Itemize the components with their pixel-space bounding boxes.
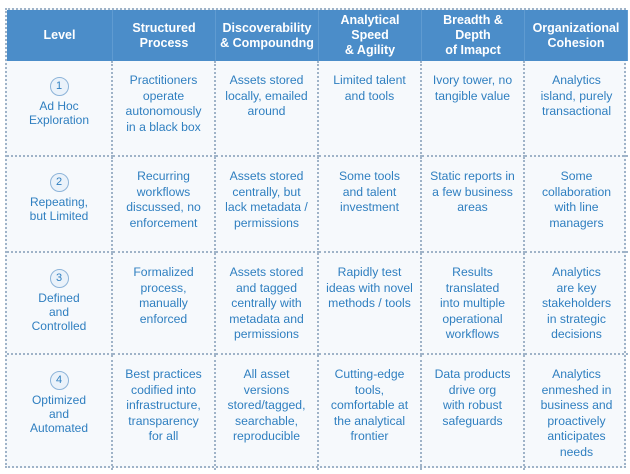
table-cell: Analytics enmeshed in business and proactively anticipates needs xyxy=(540,367,613,459)
maturity-table xyxy=(5,8,626,468)
header-structured-process: Structured Process xyxy=(113,10,216,61)
level-number-badge: 4 xyxy=(50,371,69,390)
table-cell: Data products drive org with robust safeguards xyxy=(422,355,525,470)
table-cell: All asset versions stored/tagged, searchable, reproducible xyxy=(216,355,319,470)
table-cell: Rapidly test ideas with novel methods / tools xyxy=(319,253,422,355)
level-label: Optimized and Automated xyxy=(29,393,89,435)
level-label: Ad Hoc Exploration xyxy=(28,99,90,127)
header-discoverability: Discoverability & Compoundng xyxy=(216,10,319,61)
table-cell: Assets stored locally, emailed around xyxy=(216,61,319,157)
header-level: Level xyxy=(7,10,113,61)
table-cell: Ivory tower, no tangible value xyxy=(422,61,525,157)
header-analytical-speed: Analytical Speed & Agility xyxy=(319,10,422,61)
header-breadth-depth: Breadth & Depth of Imapct xyxy=(422,10,525,61)
level-number-badge: 3 xyxy=(50,269,69,288)
level-cell-3 xyxy=(7,253,113,355)
table-cell: Some tools and talent investment xyxy=(319,157,422,253)
table-cell: Best practices codified into infrastructure, transparency for all xyxy=(113,355,216,470)
table-cell: Limited talent and tools xyxy=(319,61,422,157)
level-number-badge: 2 xyxy=(50,173,69,192)
table-cell: Analytics island, purely transactional xyxy=(525,61,628,157)
table-cell: Results translated into multiple operational workflows xyxy=(422,253,525,355)
table-cell: Assets stored centrally, but lack metadata / permissions xyxy=(216,157,319,253)
table-cell: Some collaboration with line managers xyxy=(525,157,628,253)
table-cell: Cutting-edge tools, comfortable at the analytical frontier xyxy=(319,355,422,470)
level-number-badge: 1 xyxy=(50,77,69,96)
table-cell: Analytics are key stakeholders in strategic decisions xyxy=(525,253,628,355)
level-cell-1 xyxy=(7,61,113,157)
header-organizational-cohesion: Organizational Cohesion xyxy=(525,10,628,61)
level-cell-2 xyxy=(7,157,113,253)
level-cell-4 xyxy=(7,355,113,470)
table-cell: Assets stored and tagged centrally with metadata and permissions xyxy=(216,253,319,355)
table-cell: Static reports in a few business areas xyxy=(422,157,525,253)
table-cell: Formalized process, manually enforced xyxy=(113,253,216,355)
level-label: Defined and Controlled xyxy=(31,291,87,333)
table-cell: Practitioners operate autonomously in a black box xyxy=(113,61,216,157)
table-cell: Recurring workflows discussed, no enforcement xyxy=(113,157,216,253)
level-label: Repeating, but Limited xyxy=(29,195,89,223)
